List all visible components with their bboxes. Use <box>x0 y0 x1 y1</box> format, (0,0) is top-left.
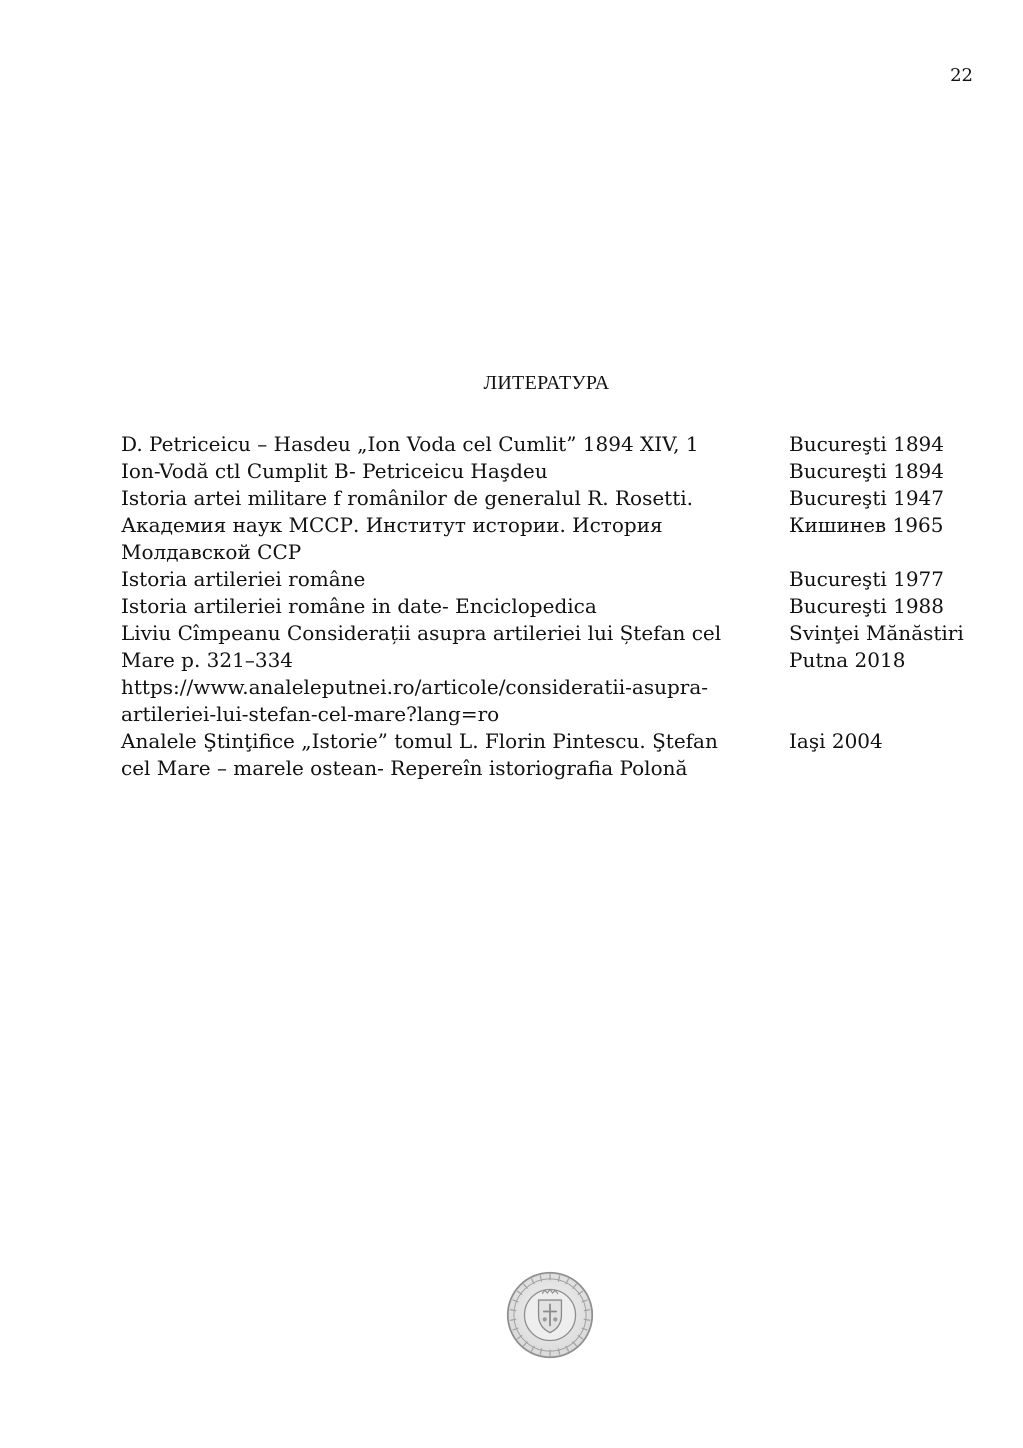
reference-title: Liviu Cîmpeanu Considerații asupra artileriei lui Ștefan cel Mare p. 321–334 https://www.analeleputnei.ro/articole/consideratii-asupra- artileriei-lui-stefan-cel-mare?lang=ro <box>121 621 722 726</box>
reference-place-year: Bucureşti 1947 <box>789 486 945 510</box>
reference-item <box>121 566 981 593</box>
reference-place-year: Bucureşti 1977 <box>789 567 945 591</box>
reference-item <box>121 593 981 620</box>
reference-title: Istoria artileriei române in date- Enciclopedica <box>121 594 597 618</box>
reference-item <box>121 431 981 458</box>
reference-item <box>121 620 981 728</box>
reference-title: Analele Ştinţifice „Istorie” tomul L. Florin Pintescu. Ştefan cel Mare – marele ostean- Repereîn istoriografia Polonă <box>121 729 718 780</box>
reference-place-year: Bucureşti 1894 <box>789 432 945 456</box>
reference-item <box>121 728 981 782</box>
reference-title: Ion-Vodă ctl Cumplit B- Petriceicu Haşdeu <box>121 459 548 483</box>
reference-title: Академия наук МССР. Институт истории. История Молдавской ССР <box>121 513 663 564</box>
reference-item <box>121 458 981 485</box>
reference-list <box>121 431 981 782</box>
reference-item <box>121 485 981 512</box>
reference-item <box>121 512 981 566</box>
reference-place-year: Кишинев 1965 <box>789 513 944 537</box>
reference-place-year: Svinţei Mănăstiri Putna 2018 <box>789 621 964 672</box>
round-seal-icon <box>506 1271 594 1359</box>
reference-place-year: Bucureşti 1988 <box>789 594 945 618</box>
reference-place-year: Iaşi 2004 <box>789 729 883 753</box>
reference-place-year: Bucureşti 1894 <box>789 459 945 483</box>
reference-title: D. Petriceicu – Hasdeu „Ion Voda cel Cumlit” 1894 XIV, 1 <box>121 432 699 456</box>
page-number: 22 <box>950 65 973 86</box>
reference-title: Istoria artileriei române <box>121 567 366 591</box>
reference-title: Istoria artei militare f românilor de generalul R. Rosetti. <box>121 486 694 510</box>
page-title: ЛИТЕРАТУРА <box>483 372 610 394</box>
